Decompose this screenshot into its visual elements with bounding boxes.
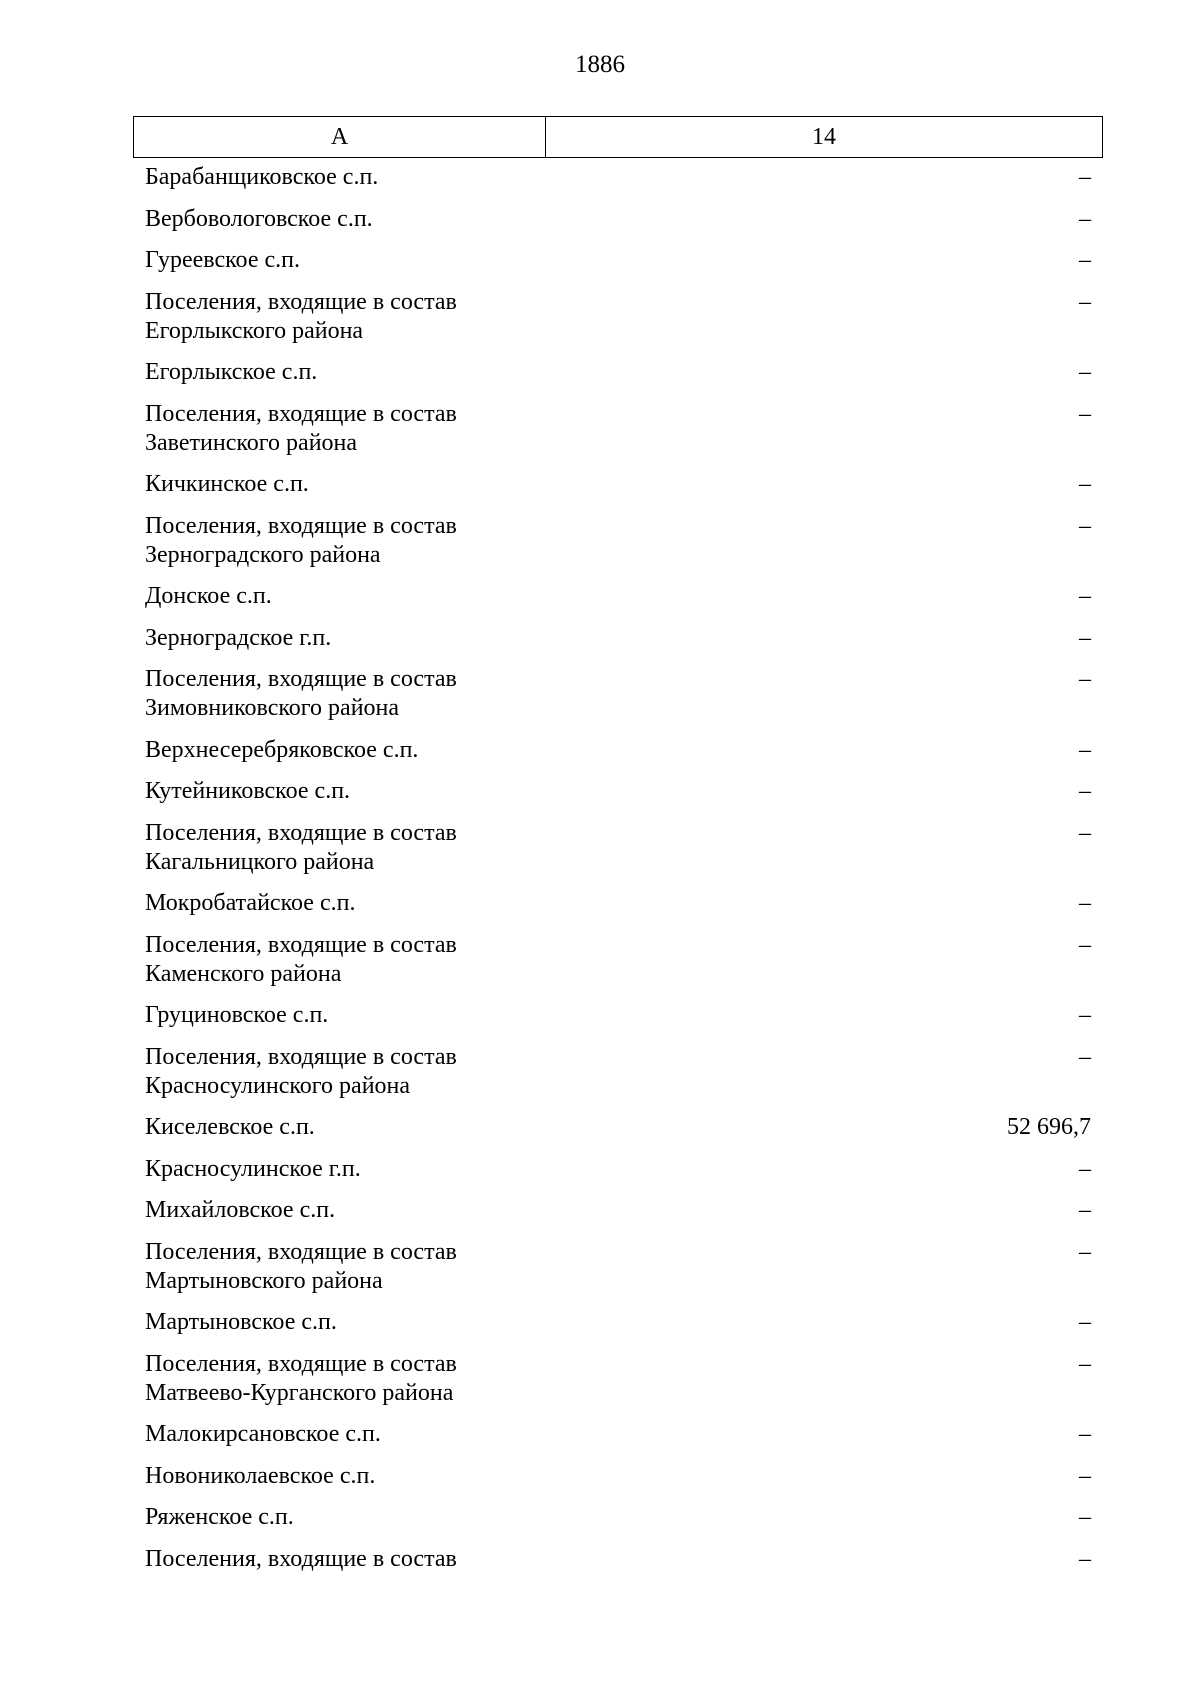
table-row: [133, 931, 1103, 989]
row-value: 52 696,7: [1007, 1114, 1091, 1140]
row-name: Зерноградское г.п.: [145, 624, 332, 651]
row-value: –: [1079, 205, 1091, 232]
row-value: –: [1079, 1462, 1091, 1489]
row-value: –: [1079, 819, 1091, 846]
row-value: –: [1079, 890, 1091, 916]
row-name: Донское с.п.: [145, 583, 272, 609]
row-value: –: [1079, 666, 1091, 692]
table-row: [133, 889, 1103, 918]
row-name: Барабанщиковское с.п.: [145, 164, 379, 190]
row-name: Поселения, входящие в состав Красносулинского района: [145, 1043, 457, 1099]
table-row: [133, 246, 1103, 275]
table-row: [133, 1238, 1103, 1296]
row-value: –: [1079, 1155, 1091, 1182]
row-name: Поселения, входящие в состав Матвеево-Курганского района: [145, 1350, 457, 1406]
row-name: Поселения, входящие в состав Мартыновского района: [145, 1238, 457, 1294]
row-value: –: [1079, 931, 1091, 958]
table-row: [133, 1043, 1103, 1101]
table-row: [133, 582, 1103, 611]
table-row: [133, 1001, 1103, 1030]
table-row: [133, 777, 1103, 806]
table-header: [133, 116, 1103, 158]
row-value: –: [1079, 624, 1091, 651]
row-value: –: [1079, 471, 1091, 497]
row-value: –: [1079, 1350, 1091, 1377]
table-row: [133, 163, 1103, 192]
row-name: Поселения, входящие в состав Кагальницкого района: [145, 819, 457, 875]
table-row: [133, 512, 1103, 570]
table-row: [133, 1350, 1103, 1408]
table-row: [133, 736, 1103, 765]
row-name: Поселения, входящие в состав Зимовниковского района: [145, 666, 457, 721]
row-value: –: [1079, 778, 1091, 804]
row-value: –: [1079, 1197, 1091, 1223]
row-name: Малокирсановское с.п.: [145, 1421, 381, 1447]
row-value: –: [1079, 512, 1091, 539]
row-name: Вербовологовское с.п.: [145, 205, 373, 232]
table-row: [133, 400, 1103, 458]
row-value: –: [1079, 1309, 1091, 1335]
table-row: [133, 205, 1103, 234]
table-row: [133, 1462, 1103, 1491]
row-name: Поселения, входящие в состав: [145, 1545, 457, 1572]
row-name: Поселения, входящие в состав Зерноградского района: [145, 512, 457, 568]
table-row: [133, 1420, 1103, 1449]
table-row: [133, 624, 1103, 653]
row-value: –: [1079, 164, 1091, 190]
table-row: [133, 1308, 1103, 1337]
row-name: Мартыновское с.п.: [145, 1309, 337, 1335]
row-value: –: [1079, 1238, 1091, 1265]
row-name: Кутейниковское с.п.: [145, 778, 351, 804]
table-row: [133, 1196, 1103, 1225]
row-name: Кичкинское с.п.: [145, 471, 309, 497]
row-name: Красносулинское г.п.: [145, 1155, 361, 1182]
table-row: [133, 1545, 1103, 1574]
row-value: –: [1079, 1504, 1091, 1530]
table-body: [133, 163, 1103, 1586]
page-number: 1886: [575, 51, 625, 78]
table-row: [133, 665, 1103, 723]
table-row: [133, 1155, 1103, 1184]
row-name: Ряженское с.п.: [145, 1504, 294, 1530]
table-row: [133, 819, 1103, 877]
row-name: Михайловское с.п.: [145, 1197, 336, 1223]
row-name: Киселевское с.п.: [145, 1114, 315, 1140]
row-name: Новониколаевское с.п.: [145, 1462, 376, 1489]
row-value: –: [1079, 1545, 1091, 1572]
row-value: –: [1079, 359, 1091, 385]
row-value: –: [1079, 1043, 1091, 1070]
row-name: Верхнесеребряковское с.п.: [145, 736, 419, 763]
row-value: –: [1079, 583, 1091, 609]
row-name: Поселения, входящие в состав Каменского района: [145, 931, 457, 987]
table-row: [133, 1113, 1103, 1142]
table-row: [133, 288, 1103, 346]
row-value: –: [1079, 288, 1091, 315]
row-name: Груциновское с.п.: [145, 1002, 329, 1028]
table-row: [133, 1503, 1103, 1532]
row-value: –: [1079, 1421, 1091, 1447]
row-value: –: [1079, 1002, 1091, 1028]
row-name: Мокробатайское с.п.: [145, 890, 356, 916]
row-name: Гуреевское с.п.: [145, 247, 300, 273]
header-cell-a: А: [134, 117, 546, 157]
table-row: [133, 470, 1103, 499]
row-value: –: [1079, 736, 1091, 763]
row-name: Поселения, входящие в состав Егорлыкского района: [145, 288, 457, 344]
row-name: Поселения, входящие в состав Заветинского района: [145, 400, 457, 456]
row-value: –: [1079, 400, 1091, 427]
row-value: –: [1079, 247, 1091, 273]
header-cell-14: 14: [812, 123, 836, 150]
table-row: [133, 358, 1103, 387]
row-name: Егорлыкское с.п.: [145, 359, 318, 385]
